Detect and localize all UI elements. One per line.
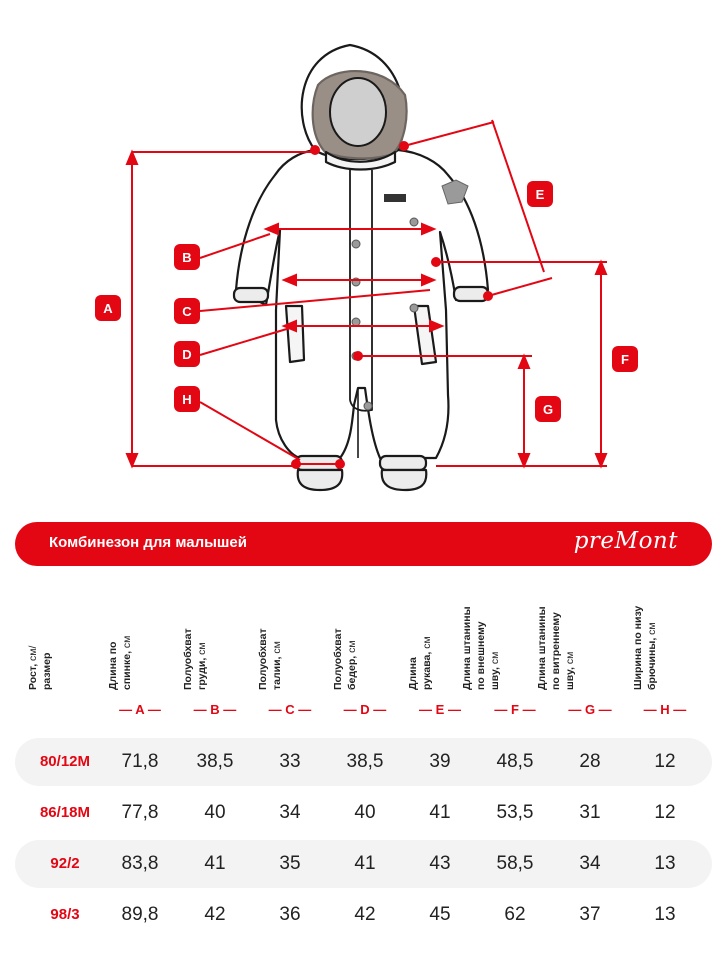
svg-text:H: H [182,392,192,407]
table-cell: 89,8 [121,904,159,925]
table-cell: 40 [204,802,226,823]
column-letter-d: — D — [343,702,387,717]
size-label: 92/2 [50,855,80,872]
column-letter-e: — E — [419,702,461,717]
svg-text:B: B [182,250,192,265]
marker-h [174,386,200,412]
marker-a [95,295,121,321]
column-header-text: Полуобхват бедер, см [332,628,358,690]
column-header-h [632,605,723,690]
column-letter-b: — B — [193,702,237,717]
table-cell: 53,5 [496,802,534,823]
column-header-text: Длина штанины по внешнему шву, см [461,606,501,690]
table-cell: 77,8 [121,802,159,823]
column-letter-g: — G — [568,702,612,717]
marker-b [174,244,200,270]
size-label: 98/3 [50,906,80,923]
svg-text:A: A [103,301,113,316]
column-header-text: Длина рукава, см [407,636,433,690]
table-cell: 42 [354,904,376,925]
table-cell: 41 [204,853,226,874]
table-cell: 83,8 [121,853,159,874]
table-cell: 48,5 [496,751,534,772]
column-header-text: Полуобхват груди, см [182,628,208,690]
title-banner [15,522,712,566]
product-title: Комбинезон для малышей [49,534,247,551]
table-cell: 12 [654,751,676,772]
brand-logo: preMont [573,528,678,554]
size-label: 86/18M [39,804,91,821]
table-cell: 43 [429,853,451,874]
table-cell: 34 [279,802,301,823]
table-cell: 71,8 [121,751,159,772]
column-header-text: Длина штанины по витреннему шву, см [536,606,576,690]
table-cell: 34 [579,853,601,874]
marker-f [612,346,638,372]
column-header-text: Ширина по низу брючины, см [632,605,658,690]
table-cell: 36 [279,904,301,925]
table-cell: 39 [429,751,451,772]
table-cell: 58,5 [496,853,534,874]
svg-text:G: G [542,402,554,417]
table-cell: 33 [279,751,301,772]
marker-c [174,298,200,324]
column-header-text: Полуобхват талии, см [257,628,283,690]
marker-e [527,181,553,207]
table-cell: 28 [579,751,601,772]
table-cell: 13 [654,904,676,925]
table-cell: 38,5 [346,751,384,772]
table-cell: 31 [579,802,601,823]
svg-text:F: F [621,352,629,367]
column-letter-c: — C — [268,702,312,717]
table-cell: 35 [279,853,301,874]
chest-label-icon [384,194,406,202]
table-cell: 40 [354,802,376,823]
size-header-text: Рост, см/ размер [27,645,53,690]
column-header-text: Длина по спинке, см [107,635,133,690]
table-cell: 41 [429,802,451,823]
size-label: 80/12M [39,753,91,770]
table-cell: 38,5 [196,751,234,772]
jumpsuit-outline [234,45,488,490]
table-cell: 37 [579,904,601,925]
marker-d [174,341,200,367]
table-cell: 62 [504,904,526,925]
svg-text:E: E [535,187,545,202]
table-cell: 13 [654,853,676,874]
table-cell: 42 [204,904,226,925]
table-cell: 12 [654,802,676,823]
table-cell: 45 [429,904,451,925]
marker-g [535,396,561,422]
svg-text:D: D [182,347,192,362]
column-letter-h: — H — [643,702,687,717]
svg-text:C: C [182,304,192,319]
column-letter-f: — F — [494,702,536,717]
table-cell: 41 [354,853,376,874]
column-letter-a: — A — [119,702,161,717]
